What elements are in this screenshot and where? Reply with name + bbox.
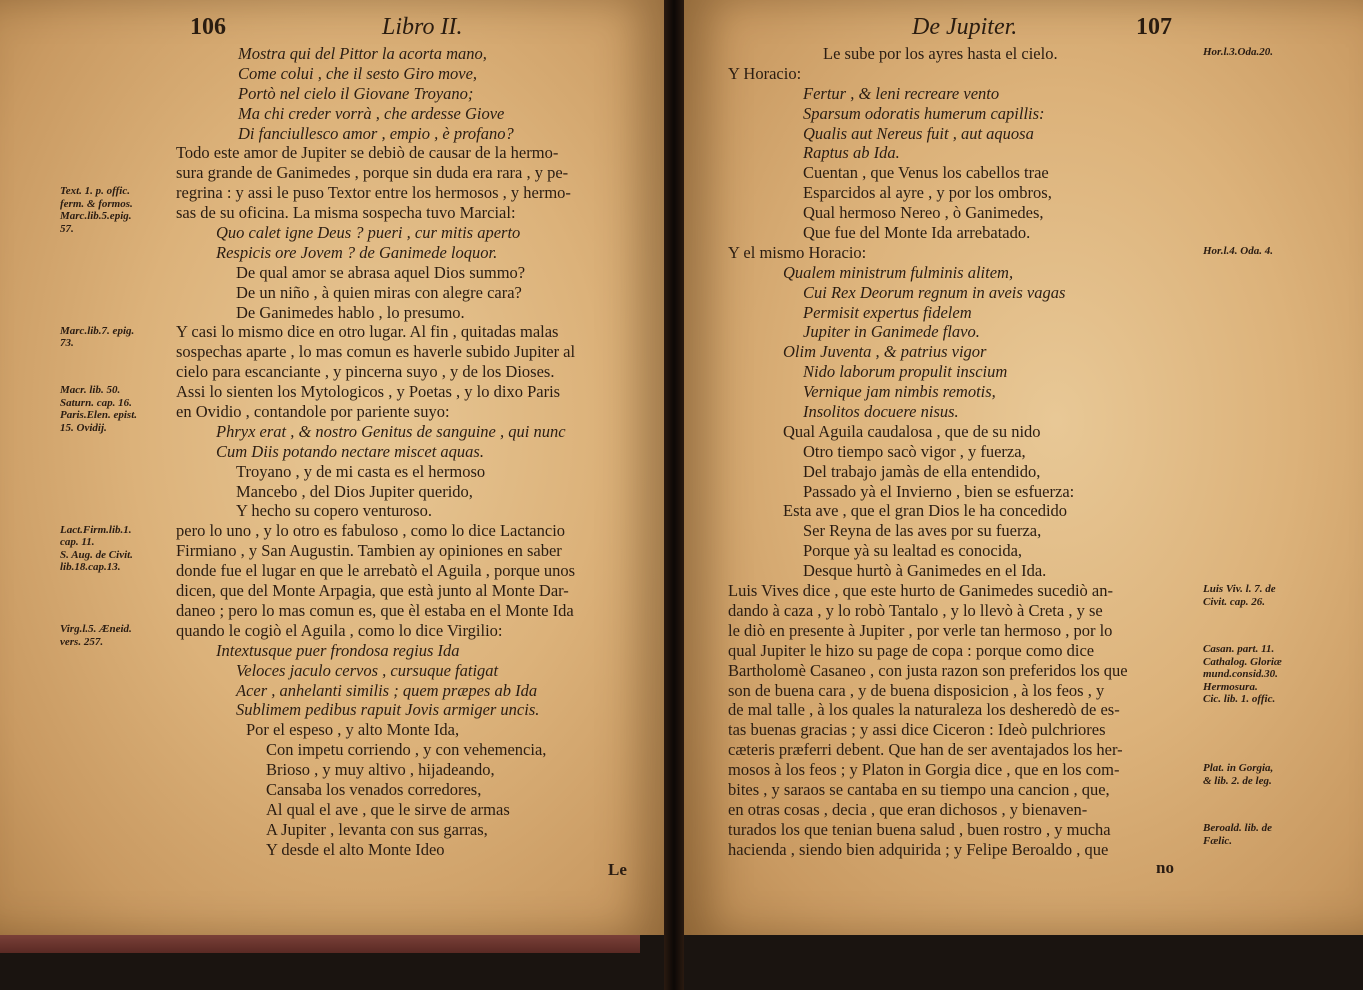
margin-note: Beroald. lib. de Fælic.	[1203, 822, 1273, 847]
text-line: De un niño , à quien miras con alegre cara?	[236, 282, 522, 302]
text-line: Otro tiempo sacò vigor , y fuerza,	[803, 441, 1026, 461]
text-line: A Jupiter , levanta con sus garras,	[266, 819, 488, 839]
text-line: Esta ave , que el gran Dios le ha concedido	[783, 501, 1068, 521]
text-line: quando le cogiò el Aguila , como lo dice Virgilio:	[176, 620, 503, 640]
text-line: Qualis aut Nereus fuit , aut aquosa	[803, 123, 1034, 143]
text-line: turados los que tenian buena salud , buen rostro , y mucha	[728, 819, 1111, 839]
text-line: Sparsum odoratis humerum capillis:	[803, 103, 1045, 123]
text-line: Portò nel cielo il Giovane Troyano;	[238, 83, 474, 103]
text-line: Cansaba los venados corredores,	[266, 779, 482, 799]
text-line: Vernique jam nimbis remotis,	[803, 382, 996, 402]
margin-note: Luis Viv. l. 7. de Civit. cap. 26.	[1203, 583, 1276, 608]
text-line: Le sube por los ayres hasta el cielo.	[823, 44, 1058, 63]
book-binding-edge	[0, 935, 640, 953]
text-line: qual Jupiter le hizo su page de copa : porque como dice	[728, 640, 1095, 660]
text-line: Desque hurtò à Ganimedes en el Ida.	[803, 561, 1047, 581]
text-line: son de buena cara , y de buena disposicion , à los feos , y	[728, 680, 1105, 700]
text-line: Mostra qui del Pittor la acorta mano,	[238, 44, 487, 63]
text-line: Del trabajo jamàs de ella entendido,	[803, 461, 1041, 481]
text-line: bites , y saraos se cantaba en su tiempo una cancion , que,	[728, 779, 1110, 799]
text-line: Brioso , y muy altivo , hijadeando,	[266, 760, 495, 780]
text-line: Fertur , & leni recreare vento	[803, 83, 1000, 103]
text-line: mosos à los feos ; y Platon in Gorgia dice , que en los com-	[728, 760, 1120, 780]
text-line: Cui Rex Deorum regnum in aveis vagas	[803, 282, 1066, 302]
margin-note: Lact.Firm.lib.1. cap. 11. S. Aug. de Civit. lib.18.cap.13.	[60, 523, 133, 574]
text-line: Por el espeso , y alto Monte Ida,	[246, 720, 460, 740]
text-line: Firmiano , y San Augustin. Tambien ay opiniones en saber	[176, 541, 562, 561]
text-line: donde fue el lugar en que le arrebatò el Aguila , porque unos	[176, 561, 576, 581]
left-catchword: Le	[608, 860, 627, 879]
text-line: Ser Reyna de las aves por su fuerza,	[803, 521, 1042, 541]
text-line: Permisit expertus fidelem	[803, 302, 972, 322]
right-page-number: 107	[1136, 14, 1172, 40]
text-line: Raptus ab Ida.	[803, 143, 900, 163]
text-line: Y hecho su copero venturoso.	[236, 501, 432, 521]
text-line: Intextusque puer frondosa regius Ida	[216, 640, 460, 660]
text-line: Mancebo , del Dios Jupiter querido,	[236, 481, 473, 501]
text-line: daneo ; pero lo mas comun es, que èl estaba en el Monte Ida	[176, 600, 574, 620]
text-line: en otras cosas , decia , que eran dichosos , y bienaven-	[728, 799, 1088, 819]
text-line: Cum Diis potando nectare miscet aquas.	[216, 441, 484, 461]
text-line: Di fanciullesco amor , empio , è profano?	[238, 123, 514, 143]
text-line: en Ovidio , contandole por pariente suyo:	[176, 402, 450, 422]
text-line: Quo calet igne Deus ? pueri , cur mitis aperto	[216, 223, 521, 243]
text-line: sura grande de Ganimedes , porque sin duda era rara , y pe-	[176, 163, 569, 183]
text-line: regrina : y assi le puso Textor entre los hermosos , y hermo-	[176, 183, 571, 203]
text-line: pero lo uno , y lo otro es fabuloso , como lo dice Lactancio	[176, 521, 566, 541]
text-line: Phryx erat , & nostro Genitus de sanguine , qui nunc	[216, 421, 566, 441]
text-line: Qual hermoso Nereo , ò Ganimedes,	[803, 203, 1044, 223]
left-page	[0, 0, 668, 935]
text-line: sas de su oficina. La misma sospecha tuvo Marcial:	[176, 203, 516, 223]
margin-note: Hor.l.3.Oda.20.	[1203, 46, 1273, 58]
text-line: dando à caza , y lo robò Tantalo , y lo llevò à Creta , y se	[728, 600, 1103, 620]
margin-note: Macr. lib. 50. Saturn. cap. 16. Paris.Elen. epist. 15. Ovidij.	[60, 384, 138, 434]
text-line: Con impetu corriendo , y con vehemencia,	[266, 740, 547, 760]
right-catchword: no	[1156, 858, 1174, 877]
text-line: Ma chi creder vorrà , che ardesse Giove	[238, 103, 505, 123]
text-line: cielo para escanciante , y pincerna suyo , y de los Dioses.	[176, 362, 555, 382]
text-line: Qualem ministrum fulminis alitem,	[783, 262, 1014, 282]
text-line: Troyano , y de mi casta es el hermoso	[236, 461, 486, 481]
text-line: De qual amor se abrasa aquel Dios summo?	[236, 262, 526, 282]
margin-note: Marc.lib.7. epig. 73.	[60, 324, 135, 350]
text-line: dicen, que del Monte Arpagia, que està junto al Monte Dar-	[176, 581, 569, 601]
text-line: Assi lo sienten los Mytologicos , y Poetas , y lo dixo Paris	[176, 382, 561, 402]
left-text-block	[176, 44, 575, 860]
text-line: Insolitos docuere nisus.	[803, 402, 959, 422]
text-line: de mal talle , à los quales la naturaleza los desheredò de es-	[728, 700, 1120, 720]
margin-note: Virg.l.5. Æneid. vers. 257.	[60, 623, 132, 648]
text-line: Y desde el alto Monte Ideo	[266, 839, 445, 859]
text-line: Bartholomè Casaneo , con justa razon son preferidos los que	[728, 660, 1128, 680]
text-line: Porque yà su lealtad es conocida,	[803, 541, 1023, 561]
text-line: Qual Aguila caudalosa , que de su nido	[783, 421, 1041, 441]
text-line: le diò en presente à Jupiter , por verle tan hermoso , por lo	[728, 620, 1113, 640]
text-line: Veloces jaculo cervos , cursuque fatigat	[236, 660, 499, 680]
margin-note: Text. 1. p. offic. ferm. & formos. Marc.lib.5.epig. 57.	[60, 185, 133, 235]
text-line: Acer , anhelanti similis ; quem præpes ab Ida	[236, 680, 538, 700]
right-page	[680, 0, 1363, 935]
text-line: Y Horacio:	[728, 63, 802, 83]
text-line: Olim Juventa , & patrius vigor	[783, 342, 987, 362]
text-line: Come colui , che il sesto Giro move,	[238, 63, 478, 83]
right-running-head: De Jupiter.	[912, 14, 1018, 40]
text-line: Respicis ore Jovem ? de Ganimede loquor.	[216, 242, 498, 262]
text-line: Y el mismo Horacio:	[728, 242, 867, 262]
text-line: Jupiter in Ganimede flavo.	[803, 322, 980, 342]
text-line: Y casi lo mismo dice en otro lugar. Al fin , quitadas malas	[176, 322, 559, 342]
text-line: Al qual el ave , que le sirve de armas	[266, 799, 510, 819]
text-line: Sublimem pedibus rapuit Jovis armiger uncis.	[236, 700, 540, 720]
text-line: De Ganimedes hablo , lo presumo.	[236, 302, 465, 322]
text-line: Nido laborum propulit inscium	[803, 362, 1008, 382]
text-line: Esparcidos al ayre , y por los ombros,	[803, 183, 1052, 203]
right-text-block	[728, 44, 1128, 860]
text-line: Cuentan , que Venus los cabellos trae	[803, 163, 1049, 183]
margin-note: Plat. in Gorgia, & lib. 2. de leg.	[1203, 762, 1274, 787]
text-line: cæteris præferri debent. Que han de ser aventajados los her-	[728, 740, 1123, 760]
text-line: Que fue del Monte Ida arrebatado.	[803, 223, 1031, 243]
text-line: Passado yà el Invierno , bien se esfuerza:	[803, 481, 1075, 501]
text-line: tas buenas gracias ; y assi dice Ciceron : Ideò pulchriores	[728, 720, 1106, 740]
text-line: hacienda , siendo bien adquirida ; y Felipe Beroaldo , que	[728, 839, 1109, 859]
margin-note: Hor.l.4. Oda. 4.	[1203, 245, 1273, 257]
left-page-number: 106	[190, 14, 226, 40]
margin-note: Casan. part. 11. Cathalog. Gloriæ mund.consid.30. Hermosura. Cic. lib. 1. offic.	[1203, 643, 1282, 705]
left-running-head: Libro II.	[382, 14, 463, 40]
text-line: sospechas aparte , lo mas comun es haverle subido Jupiter al	[176, 342, 576, 362]
text-line: Todo este amor de Jupiter se debiò de causar de la hermo-	[176, 143, 559, 163]
book-gutter	[664, 0, 684, 990]
text-line: Luis Vives dice , que este hurto de Ganimedes sucediò an-	[728, 581, 1113, 601]
